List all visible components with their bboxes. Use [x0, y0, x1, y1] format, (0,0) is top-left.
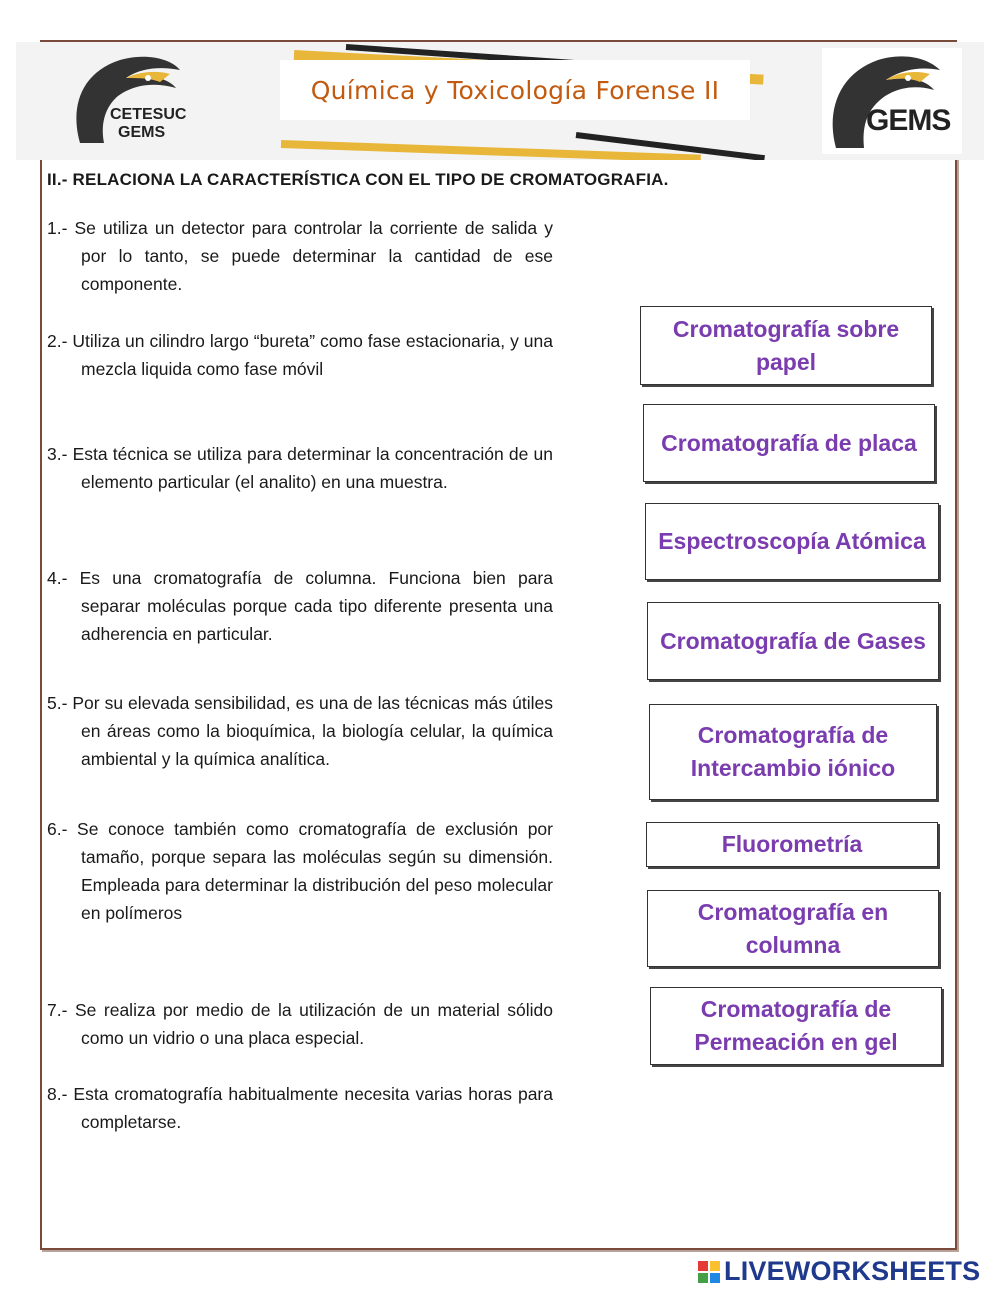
- cetesuc-logo: [60, 48, 220, 148]
- liveworksheets-branding: [698, 1256, 980, 1287]
- answer-option-gases[interactable]: Cromatografía de Gases: [647, 602, 939, 680]
- page-title: Química y Toxicología Forense II: [310, 75, 720, 105]
- logo-label-cetesuc: CETESUC: [110, 106, 187, 123]
- liveworksheets-logo-icon: [698, 1261, 720, 1283]
- statement-item-1: 1.- Se utiliza un detector para controlar la corriente de salida y por lo tanto, se puede determinar la cantidad de ese componente.: [47, 218, 553, 294]
- statement-item-7: 7.- Se realiza por medio de la utilización de un material sólido como un vidrio o una placa especial.: [47, 1000, 553, 1048]
- answer-option-papel[interactable]: Cromatografía sobre papel: [640, 306, 932, 385]
- statement-item-6: 6.- Se conoce también como cromatografía de exclusión por tamaño, porque separa las moléculas según su dimensión. Empleada para determinar la distribución del peso molecular en polímeros: [47, 819, 553, 923]
- eagle-icon: [822, 48, 962, 154]
- answer-option-espectroscopia[interactable]: Espectroscopía Atómica: [645, 503, 939, 580]
- answer-option-columna[interactable]: Cromatografía en columna: [647, 890, 939, 967]
- answer-option-intercambio-ionico[interactable]: Cromatografía de Intercambio iónico: [649, 704, 937, 800]
- statement-item-5: 5.- Por su elevada sensibilidad, es una de las técnicas más útiles en áreas como la bioquímica, la biología celular, la química ambiental y la química analítica.: [47, 693, 553, 769]
- answer-option-fluorometria[interactable]: Fluorometría: [646, 822, 938, 867]
- statement-item-4: 4.- Es una cromatografía de columna. Funciona bien para separar moléculas porque cada tipo diferente presenta una adherencia en particular.: [47, 568, 553, 644]
- title-box: [280, 60, 750, 120]
- instruction-heading: II.- RELACIONA LA CARACTERÍSTICA CON EL TIPO DE CROMATOGRAFIA.: [47, 170, 669, 189]
- statement-item-3: 3.- Esta técnica se utiliza para determinar la concentración de un elemento particular (el analito) en una muestra.: [47, 444, 553, 492]
- liveworksheets-brand-text: LIVEWORKSHEETS: [724, 1256, 981, 1286]
- logo-label-gems: GEMS: [118, 124, 166, 141]
- statement-item-8: 8.- Esta cromatografía habitualmente necesita varias horas para completarse.: [47, 1084, 553, 1132]
- logo-label-gems-right: GEMS: [866, 104, 951, 137]
- answer-option-permeacion-gel[interactable]: Cromatografía de Permeación en gel: [650, 987, 942, 1065]
- gems-logo: [822, 48, 962, 154]
- header-banner: [16, 42, 984, 160]
- answer-option-placa[interactable]: Cromatografía de placa: [643, 404, 935, 482]
- statement-item-2: 2.- Utiliza un cilindro largo “bureta” como fase estacionaria, y una mezcla liquida como fase móvil: [47, 331, 553, 379]
